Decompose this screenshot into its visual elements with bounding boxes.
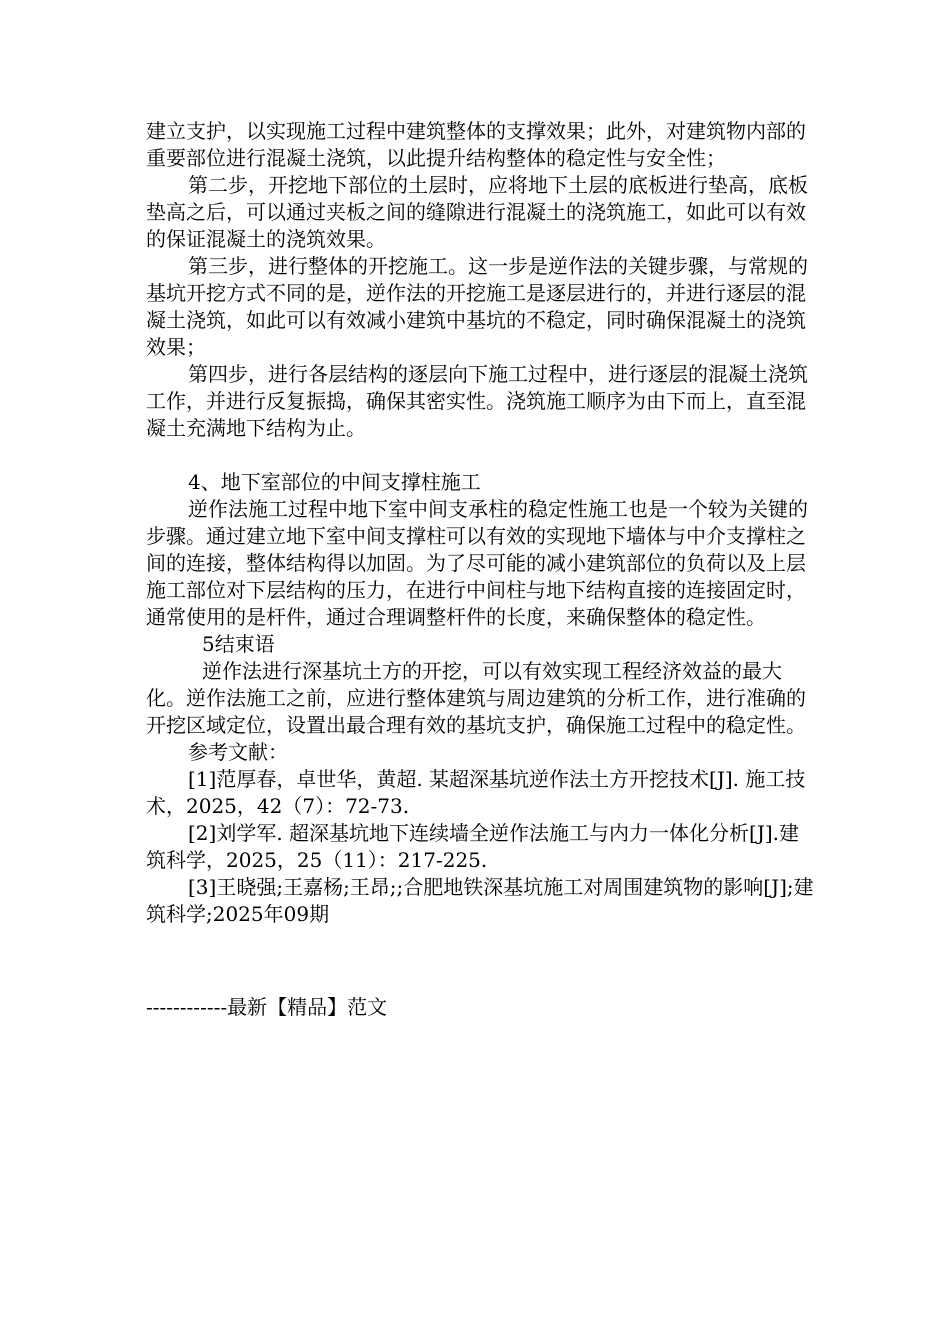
section-heading-5: 5结束语 <box>202 632 275 656</box>
references-title: 参考文献： <box>188 740 288 764</box>
paragraph-step-three: 第三步，进行整体的开挖施工。这一步是逆作法的关键步骤，与常规的基坑开挖方式不同的是，逆作法的开挖施工是逐层进行的，并进行逐层的混凝土浇筑，如此可以有效减小建筑中基坑的不稳定，同时确保混凝土的浇筑效果； <box>146 254 808 359</box>
paragraph-middle-column: 逆作法施工过程中地下室中间支承柱的稳定性施工也是一个较为关键的步骤。通过建立地下室中间支撑柱可以有效的实现地下墙体与中介支撑柱之间的连接，整体结构得以加固。为了尽可能的减小建筑部位的负荷以及上层施工部位对下层结构的压力，在进行中间柱与地下结构直接的连接固定时，通常使用的是杆件，通过合理调整杆件的长度，来确保整体的稳定性。 <box>146 497 808 629</box>
paragraph-support: 建立支护，以实现施工过程中建筑整体的支撑效果；此外，对建筑物内部的重要部位进行混凝土浇筑，以此提升结构整体的稳定性与安全性； <box>146 119 806 170</box>
reference-item-1: [1]范厚春，卓世华，黄超. 某超深基坑逆作法土方开挖技术[J]. 施工技术，2025，42（7）：72-73. <box>146 767 806 818</box>
paragraph-step-four: 第四步，进行各层结构的逐层向下施工过程中，进行逐层的混凝土浇筑工作，并进行反复振捣，确保其密实性。浇筑施工顺序为由下而上，直至混凝土充满地下结构为止。 <box>146 362 808 440</box>
reference-item-3: [3]王晓强;王嘉杨;王昂;;合肥地铁深基坑施工对周围建筑物的影响[J];建筑科学;2025年09期 <box>146 875 814 926</box>
section-heading-4: 4、地下室部位的中间支撑柱施工 <box>188 470 481 494</box>
paragraph-step-two: 第二步，开挖地下部位的土层时，应将地下土层的底板进行垫高，底板垫高之后，可以通过夹板之间的缝隙进行混凝土的浇筑施工，如此可以有效的保证混凝土的浇筑效果。 <box>146 173 808 251</box>
paragraph-conclusion: 逆作法进行深基坑土方的开挖，可以有效实现工程经济效益的最大化。逆作法施工之前，应进行整体建筑与周边建筑的分析工作，进行准确的开挖区域定位，设置出最合理有效的基坑支护，确保施工过程中的稳定性。 <box>146 659 806 737</box>
reference-item-2: [2]刘学军. 超深基坑地下连续墙全逆作法施工与内力一体化分析[J].建筑科学，2025，25（11）：217-225. <box>146 821 800 872</box>
page-footer: ------------最新【精品】范文 <box>146 995 388 1019</box>
blank-line <box>146 442 816 469</box>
document-body <box>146 118 816 928</box>
